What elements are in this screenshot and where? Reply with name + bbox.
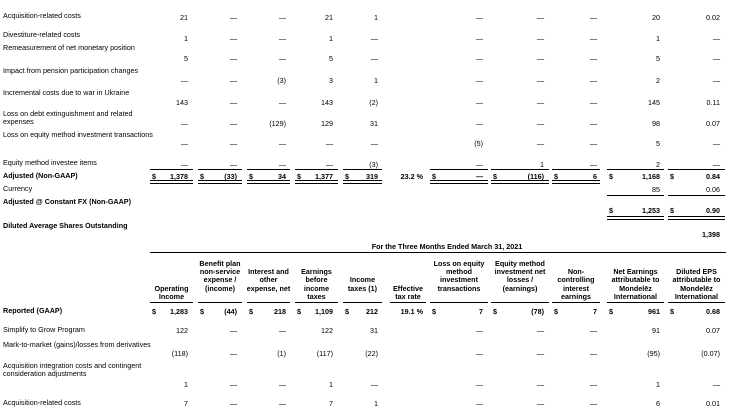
value-cell: 0.11 (706, 98, 720, 107)
underline (390, 302, 426, 303)
value-cell: 129 (321, 119, 333, 128)
value-cell: — (278, 160, 286, 169)
value-cell: — (536, 34, 544, 43)
value-cell: (3) (369, 160, 378, 169)
currency-symbol: $ (249, 307, 253, 316)
value-cell: (129) (269, 119, 286, 128)
underline (295, 302, 338, 303)
value-cell: (0.07) (701, 349, 720, 358)
row-label: Simplify to Grow Program (3, 325, 85, 334)
underline (198, 302, 242, 303)
value-cell: 122 (176, 326, 188, 335)
double-underline (668, 216, 725, 220)
value-cell: — (475, 98, 483, 107)
row-label: Loss on debt extinguishment and related expenses (3, 109, 133, 127)
value-cell: 1,377 (315, 172, 333, 181)
value-cell: (116) (527, 172, 544, 181)
currency-symbol: $ (670, 206, 674, 215)
value-cell: 143 (176, 98, 188, 107)
value-cell: 98 (652, 119, 660, 128)
value-cell: 0.02 (706, 13, 720, 22)
value-cell: 212 (366, 307, 378, 316)
value-cell: 1 (329, 380, 333, 389)
currency-symbol: $ (554, 307, 558, 316)
currency-symbol: $ (493, 307, 497, 316)
value-cell: 5 (656, 54, 660, 63)
value-cell: — (589, 139, 597, 148)
value-cell: 19.1 % (400, 307, 423, 316)
value-cell: — (180, 160, 188, 169)
currency-symbol: $ (297, 172, 301, 181)
row-label: Adjusted @ Constant FX (Non-GAAP) (3, 197, 131, 206)
value-cell: — (589, 380, 597, 389)
value-cell: 1 (184, 34, 188, 43)
value-cell: — (475, 326, 483, 335)
value-cell: — (229, 160, 237, 169)
underline (150, 169, 193, 170)
currency-symbol: $ (200, 172, 204, 181)
value-cell: 5 (656, 139, 660, 148)
value-cell: 21 (180, 13, 188, 22)
period-title: For the Three Months Ended March 31, 2021 (371, 242, 523, 251)
double-underline (247, 180, 290, 184)
row-label: Remeasurement of net monetary position (3, 43, 135, 52)
value-cell: 1 (374, 13, 378, 22)
value-cell: 122 (321, 326, 333, 335)
underline (343, 302, 382, 303)
row-label: Divestiture-related costs (3, 30, 81, 39)
currency-symbol: $ (345, 307, 349, 316)
value-cell: 1,398 (702, 230, 720, 239)
value-cell: 145 (648, 98, 660, 107)
value-cell: — (712, 54, 720, 63)
value-cell: 1 (540, 160, 544, 169)
currency-symbol: $ (432, 307, 436, 316)
currency-symbol: $ (609, 172, 613, 181)
row-label: Mark-to-market (gains)/losses from derivatives (3, 340, 151, 349)
value-cell: (78) (531, 307, 544, 316)
column-header: Non-controlling interest earnings (557, 267, 595, 301)
row-label: Acquisition-related costs (3, 398, 81, 407)
value-cell: — (229, 326, 237, 335)
value-cell: — (475, 160, 483, 169)
row-label: Acquisition-related costs (3, 11, 81, 20)
currency-symbol: $ (554, 172, 558, 181)
value-cell: — (229, 349, 237, 358)
value-cell: 0.07 (706, 326, 720, 335)
value-cell: — (589, 160, 597, 169)
value-cell: — (370, 139, 378, 148)
value-cell: 31 (370, 326, 378, 335)
value-cell: — (370, 380, 378, 389)
value-cell: 1 (374, 76, 378, 85)
currency-symbol: $ (670, 172, 674, 181)
currency-symbol: $ (609, 206, 613, 215)
value-cell: 6 (656, 399, 660, 408)
currency-symbol: $ (670, 307, 674, 316)
value-cell: — (370, 54, 378, 63)
value-cell: — (712, 139, 720, 148)
value-cell: — (589, 326, 597, 335)
value-cell: — (589, 76, 597, 85)
underline (430, 302, 488, 303)
value-cell: 1,378 (170, 172, 188, 181)
value-cell: — (278, 139, 286, 148)
value-cell: (118) (171, 349, 188, 358)
value-cell: (22) (365, 349, 378, 358)
underline (552, 302, 600, 303)
value-cell: 5 (184, 54, 188, 63)
value-cell: 1,168 (642, 172, 660, 181)
value-cell: (117) (316, 349, 333, 358)
value-cell: — (475, 349, 483, 358)
value-cell: — (536, 54, 544, 63)
value-cell: — (475, 54, 483, 63)
value-cell: — (229, 34, 237, 43)
column-header: Diluted EPS attributable to Mondelēz International (672, 267, 721, 301)
column-header: Income taxes (1) (347, 275, 378, 293)
currency-symbol: $ (493, 172, 497, 181)
currency-symbol: $ (249, 172, 253, 181)
currency-symbol: $ (152, 172, 156, 181)
value-cell: 85 (652, 185, 660, 194)
value-cell: — (536, 13, 544, 22)
row-label: Impact from pension participation changes (3, 66, 139, 75)
currency-symbol: $ (609, 307, 613, 316)
value-cell: 319 (366, 172, 378, 181)
underline (552, 169, 600, 170)
value-cell: 1 (184, 380, 188, 389)
value-cell: — (475, 119, 483, 128)
currency-symbol: $ (152, 307, 156, 316)
value-cell: 7 (329, 399, 333, 408)
underline (343, 169, 382, 170)
value-cell: — (536, 399, 544, 408)
value-cell: (33) (224, 172, 237, 181)
underline (668, 302, 725, 303)
value-cell: — (475, 76, 483, 85)
value-cell: — (278, 13, 286, 22)
row-label: Acquisition integration costs and contingent consideration adjustments (3, 361, 142, 379)
underline (247, 169, 290, 170)
value-cell: — (475, 172, 483, 181)
value-cell: 91 (652, 326, 660, 335)
value-cell: (5) (474, 139, 483, 148)
column-header: Benefit plan non-service expense / (income) (199, 259, 241, 293)
value-cell: — (229, 399, 237, 408)
column-header: Equity method investment net losses / (earnings) (494, 259, 546, 293)
value-cell: 0.68 (706, 307, 720, 316)
underline (491, 169, 549, 170)
value-cell: 7 (593, 307, 597, 316)
value-cell: 0.07 (706, 119, 720, 128)
value-cell: — (180, 76, 188, 85)
value-cell: — (475, 13, 483, 22)
value-cell: — (278, 98, 286, 107)
currency-symbol: $ (200, 307, 204, 316)
column-header: Effective tax rate (393, 283, 423, 301)
double-underline (343, 180, 382, 184)
value-cell: — (278, 380, 286, 389)
underline (150, 302, 193, 303)
value-cell: — (589, 399, 597, 408)
value-cell: — (536, 119, 544, 128)
value-cell: 7 (184, 399, 188, 408)
value-cell: 6 (593, 172, 597, 181)
value-cell: 5 (329, 54, 333, 63)
value-cell: — (278, 34, 286, 43)
double-underline (295, 180, 338, 184)
value-cell: 0.90 (706, 206, 720, 215)
value-cell: 34 (278, 172, 286, 181)
underline (198, 169, 242, 170)
value-cell: — (475, 34, 483, 43)
value-cell: — (278, 399, 286, 408)
value-cell: 1 (656, 34, 660, 43)
value-cell: — (229, 119, 237, 128)
value-cell: 0.01 (706, 399, 720, 408)
value-cell: — (536, 380, 544, 389)
row-label: Adjusted (Non-GAAP) (3, 171, 78, 180)
column-header: Operating Income (154, 283, 189, 301)
row-label: Loss on equity method investment transactions (3, 130, 153, 139)
value-cell: — (589, 98, 597, 107)
value-cell: 961 (648, 307, 660, 316)
value-cell: 1,109 (315, 307, 333, 316)
double-underline (607, 216, 664, 220)
row-label: Equity method investee items (3, 158, 97, 167)
value-cell: — (536, 98, 544, 107)
value-cell: — (229, 380, 237, 389)
value-cell: — (536, 349, 544, 358)
value-cell: 1 (374, 399, 378, 408)
value-cell: 1,283 (170, 307, 188, 316)
column-header: Net Earnings attributable to Mondelēz International (611, 267, 660, 301)
column-header: Interest and other expense, net (246, 267, 291, 293)
value-cell: — (712, 76, 720, 85)
value-cell: — (475, 399, 483, 408)
value-cell: — (278, 326, 286, 335)
value-cell: — (712, 34, 720, 43)
value-cell: 143 (321, 98, 333, 107)
value-cell: — (589, 119, 597, 128)
value-cell: — (536, 326, 544, 335)
value-cell: (3) (277, 76, 286, 85)
underline (607, 195, 664, 196)
value-cell: — (475, 380, 483, 389)
value-cell: 2 (656, 160, 660, 169)
column-header: Earnings before income taxes (301, 267, 332, 301)
double-underline (552, 180, 600, 184)
value-cell: 1,253 (642, 206, 660, 215)
value-cell: — (589, 54, 597, 63)
value-cell: — (229, 139, 237, 148)
value-cell: (2) (369, 98, 378, 107)
value-cell: — (229, 76, 237, 85)
row-label: Diluted Average Shares Outstanding (3, 221, 128, 230)
double-underline (491, 180, 549, 184)
value-cell: 218 (274, 307, 286, 316)
value-cell: — (370, 34, 378, 43)
underline (295, 169, 338, 170)
row-label: Reported (GAAP) (3, 306, 63, 315)
value-cell: — (180, 139, 188, 148)
underline (668, 169, 725, 170)
value-cell: 3 (329, 76, 333, 85)
value-cell: — (712, 160, 720, 169)
double-underline (198, 180, 242, 184)
currency-symbol: $ (297, 307, 301, 316)
value-cell: — (180, 119, 188, 128)
value-cell: — (589, 34, 597, 43)
underline (247, 302, 290, 303)
underline (491, 302, 549, 303)
value-cell: — (229, 54, 237, 63)
value-cell: 0.06 (706, 185, 720, 194)
value-cell: — (712, 380, 720, 389)
value-cell: (1) (277, 349, 286, 358)
value-cell: — (325, 160, 333, 169)
underline (607, 169, 664, 170)
underline (668, 195, 725, 196)
row-label: Currency (3, 184, 33, 193)
column-header: Loss on equity method investment transactions (433, 259, 485, 293)
value-cell: — (229, 98, 237, 107)
currency-symbol: $ (345, 172, 349, 181)
value-cell: 7 (479, 307, 483, 316)
value-cell: — (536, 76, 544, 85)
value-cell: 1 (656, 380, 660, 389)
value-cell: 1 (329, 34, 333, 43)
value-cell: (95) (647, 349, 660, 358)
value-cell: — (536, 139, 544, 148)
value-cell: 23.2 % (400, 172, 423, 181)
currency-symbol: $ (432, 172, 436, 181)
double-underline (430, 180, 488, 184)
value-cell: (44) (224, 307, 237, 316)
underline (430, 169, 488, 170)
value-cell: — (589, 349, 597, 358)
underline (607, 302, 664, 303)
value-cell: 21 (325, 13, 333, 22)
value-cell: — (325, 139, 333, 148)
value-cell: — (229, 13, 237, 22)
row-label: Incremental costs due to war in Ukraine (3, 88, 130, 97)
value-cell: 20 (652, 13, 660, 22)
underline (150, 252, 726, 253)
value-cell: 31 (370, 119, 378, 128)
value-cell: 2 (656, 76, 660, 85)
double-underline (150, 180, 193, 184)
value-cell: 0.84 (706, 172, 720, 181)
value-cell: — (589, 13, 597, 22)
value-cell: — (278, 54, 286, 63)
